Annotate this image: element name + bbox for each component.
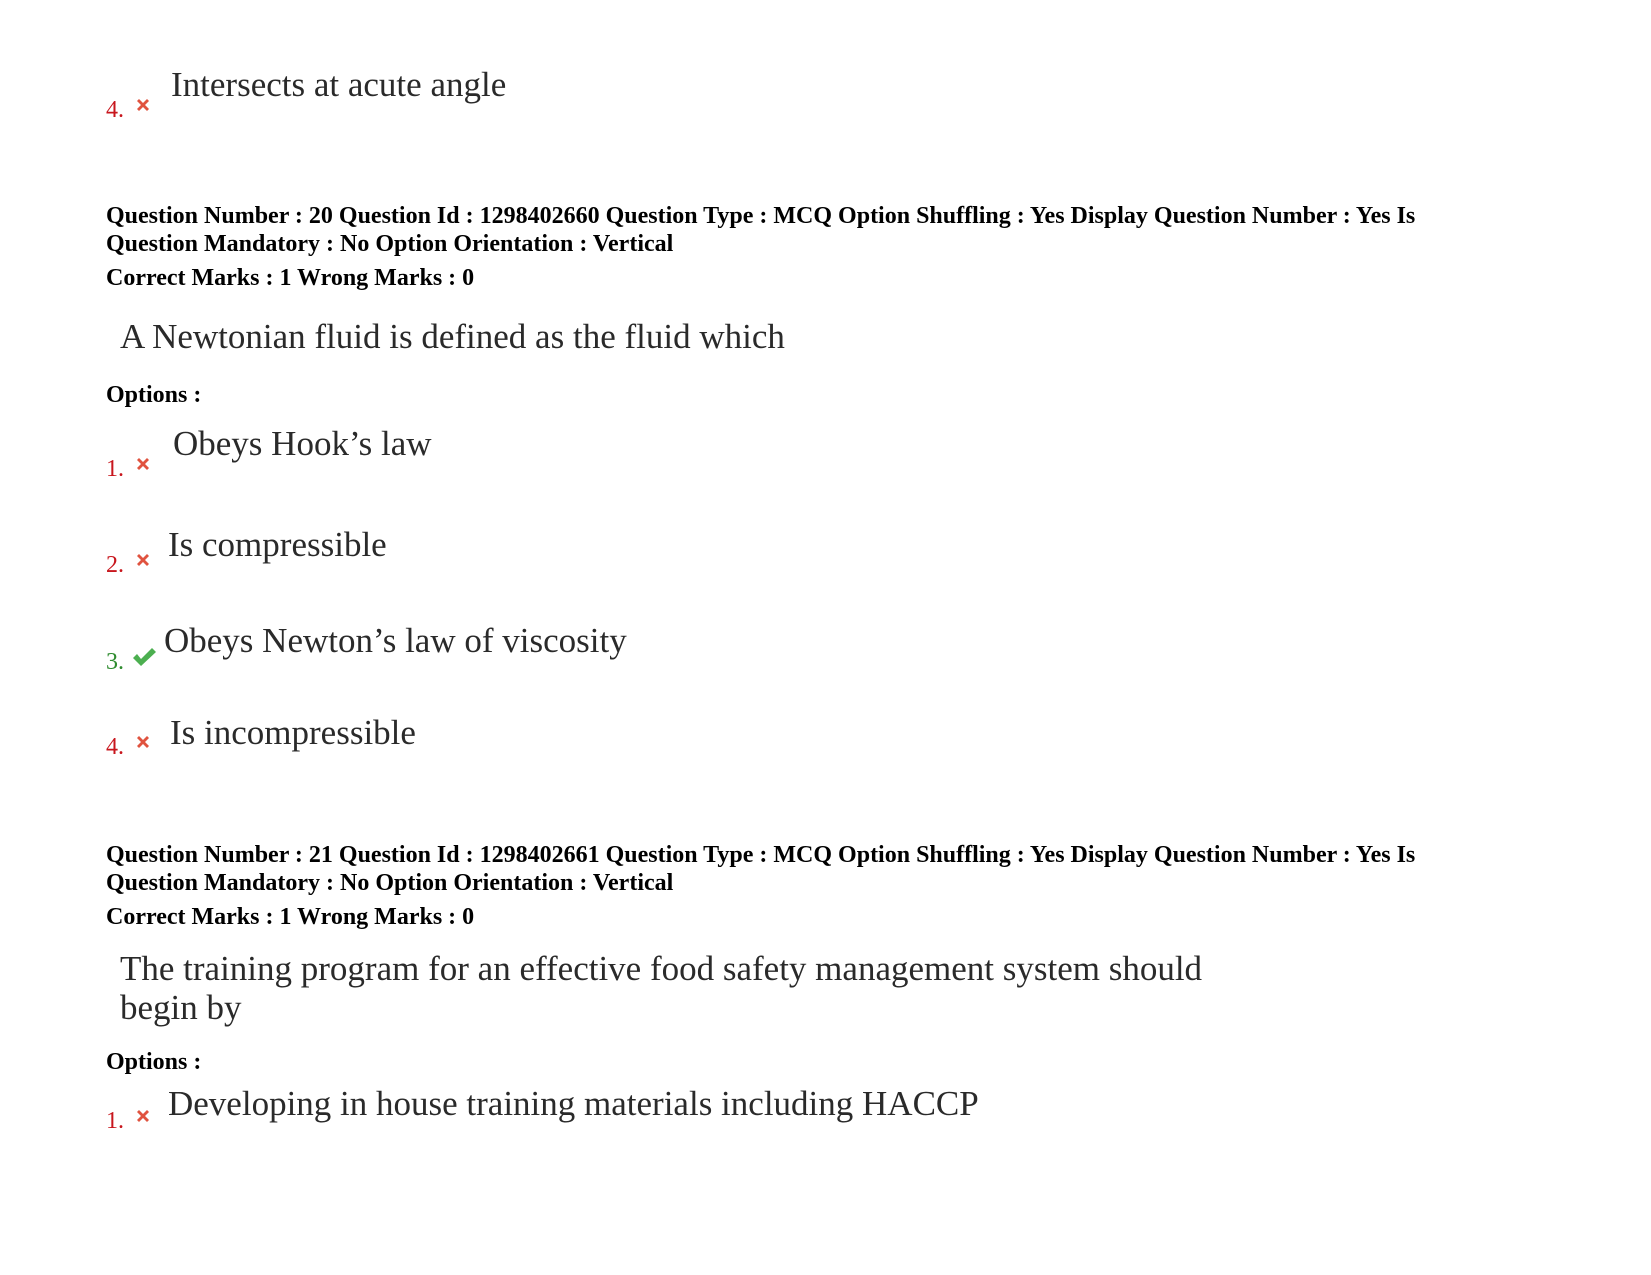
option-text: Intersects at acute angle xyxy=(171,65,507,104)
question-meta-line1: Question Number : 20 Question Id : 1298402660 Question Type : MCQ Option Shuffling : Yes Display Question Number : Yes Is xyxy=(106,203,1416,229)
option-number: 2. xyxy=(106,552,124,578)
option-number: 4. xyxy=(106,97,124,123)
option-number: 1. xyxy=(106,456,124,482)
option-text: Is compressible xyxy=(168,525,387,564)
question-text-line2: begin by xyxy=(120,988,242,1027)
question-meta-line2: Question Mandatory : No Option Orientation : Vertical xyxy=(106,231,674,257)
option-number: 3. xyxy=(106,649,124,675)
options-label: Options : xyxy=(106,382,202,408)
options-label: Options : xyxy=(106,1049,202,1075)
question-meta-line1: Question Number : 21 Question Id : 1298402661 Question Type : MCQ Option Shuffling : Yes Display Question Number : Yes Is xyxy=(106,842,1416,868)
option-text: Obeys Newton’s law of viscosity xyxy=(164,621,627,660)
cross-icon xyxy=(133,1106,153,1126)
check-icon xyxy=(131,646,157,668)
question-text: A Newtonian fluid is defined as the fluid which xyxy=(120,317,785,356)
cross-icon xyxy=(133,95,153,115)
question-marks: Correct Marks : 1 Wrong Marks : 0 xyxy=(106,904,475,930)
option-text: Developing in house training materials including HACCP xyxy=(168,1084,979,1123)
option-number: 4. xyxy=(106,734,124,760)
question-text-line1: The training program for an effective food safety management system should xyxy=(120,949,1203,988)
option-text: Obeys Hook’s law xyxy=(173,424,432,463)
cross-icon xyxy=(133,732,153,752)
option-number: 1. xyxy=(106,1108,124,1134)
question-marks: Correct Marks : 1 Wrong Marks : 0 xyxy=(106,265,475,291)
question-meta-line2: Question Mandatory : No Option Orientation : Vertical xyxy=(106,870,674,896)
cross-icon xyxy=(133,454,153,474)
cross-icon xyxy=(133,550,153,570)
option-text: Is incompressible xyxy=(170,713,416,752)
